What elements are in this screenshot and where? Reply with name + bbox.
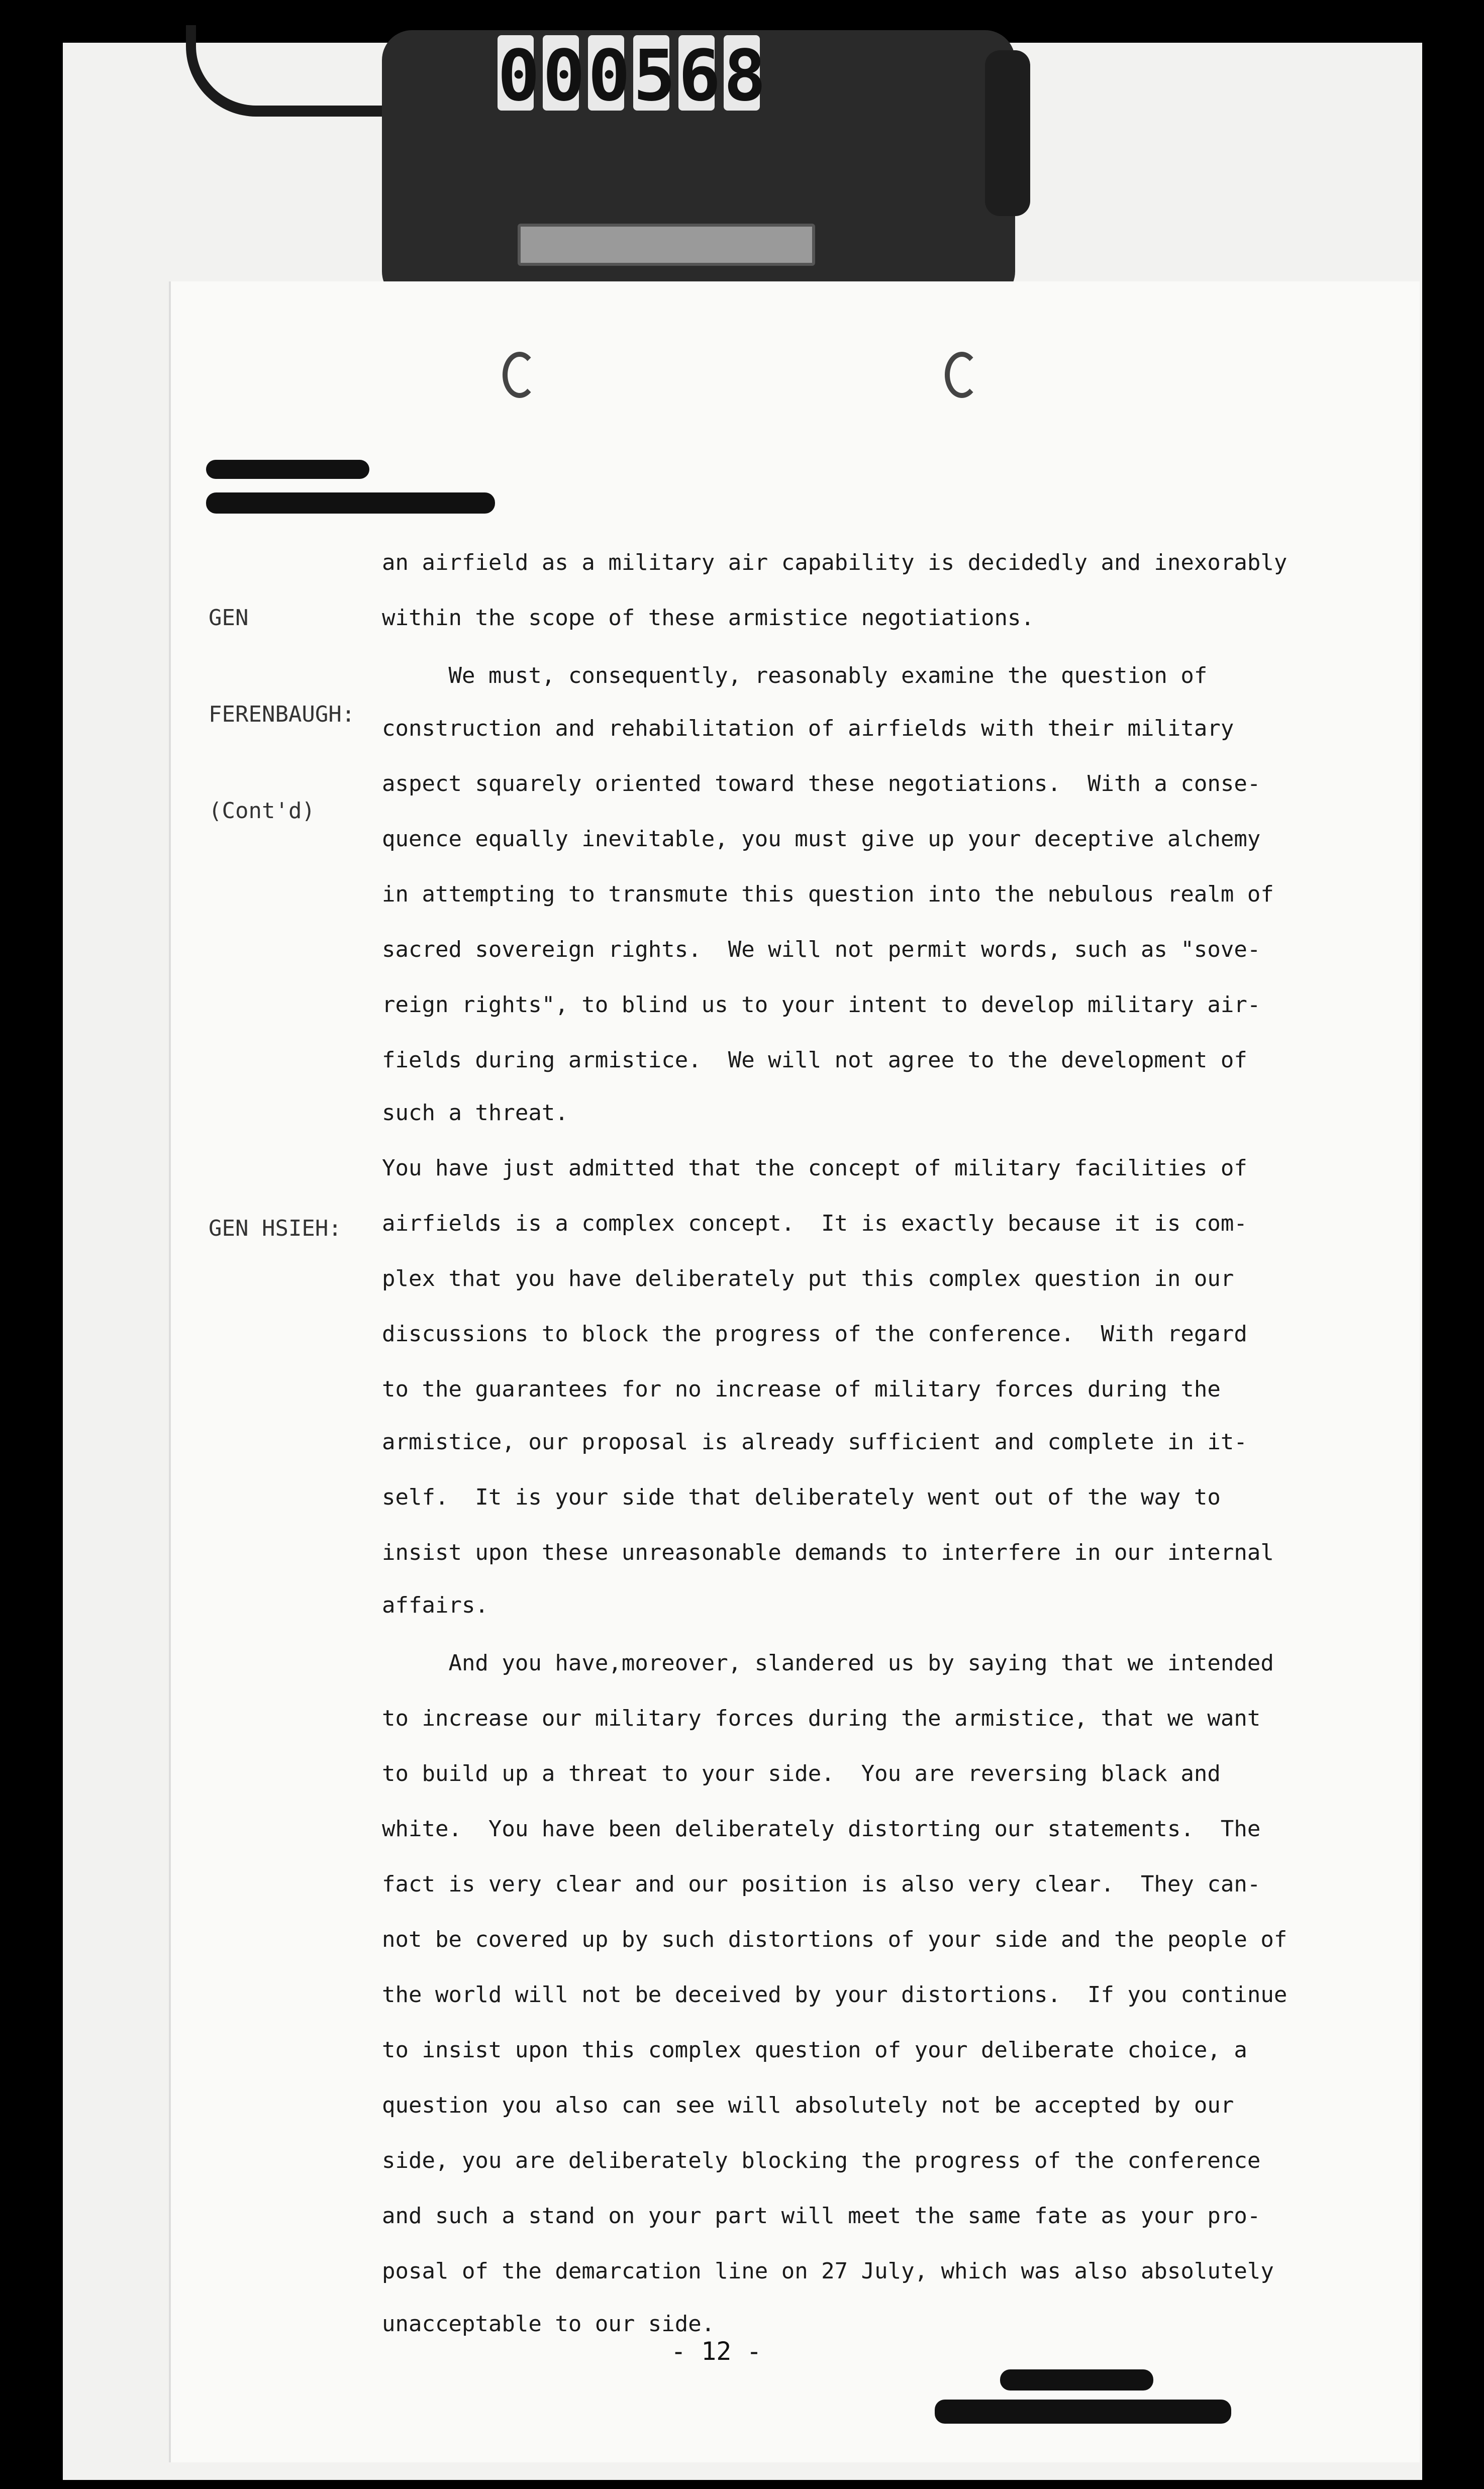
page-number: - 12 -	[671, 2337, 762, 2366]
text-line: such a threat.	[382, 1100, 568, 1126]
text-line: to insist upon this complex question of your deliberate choice, a	[382, 2037, 1247, 2063]
text-line: and such a stand on your part will meet the same fate as your pro-	[382, 2203, 1261, 2229]
counter-cable	[186, 25, 407, 117]
text-line: an airfield as a military air capability is decidedly and inexorably	[382, 550, 1288, 575]
text-line: to build up a threat to your side. You are reversing black and	[382, 1761, 1221, 1786]
text-line: We must, consequently, reasonably examine the question of	[382, 663, 1208, 688]
text-line: unacceptable to our side.	[382, 2311, 715, 2337]
text-line: within the scope of these armistice negotiations.	[382, 605, 1035, 631]
text-line: And you have,moreover, slandered us by saying that we intended	[382, 1650, 1274, 1676]
speaker-label-line: GEN HSIEH:	[209, 1216, 342, 1241]
counter-digit: 5	[633, 35, 676, 117]
redaction-mark	[206, 492, 495, 514]
counter-digit: 0	[543, 35, 585, 117]
punch-hole	[503, 352, 537, 398]
speaker-label-line: (Cont'd)	[209, 798, 315, 824]
text-line: affairs.	[382, 1592, 488, 1618]
speaker-label-ferenbaugh	[209, 538, 355, 859]
text-line: construction and rehabilitation of airfields with their military	[382, 716, 1234, 741]
frame-counter	[498, 35, 766, 117]
text-line: self. It is your side that deliberately went out of the way to	[382, 1484, 1221, 1510]
text-line: plex that you have deliberately put this complex question in our	[382, 1266, 1234, 1291]
text-line: discussions to block the progress of the conference. With regard	[382, 1321, 1247, 1347]
counter-digit: 0	[498, 35, 540, 117]
text-line: not be covered up by such distortions of your side and the people of	[382, 1927, 1288, 1952]
text-line: white. You have been deliberately distorting our statements. The	[382, 1816, 1261, 1842]
text-line: armistice, our proposal is already sufficient and complete in it-	[382, 1429, 1247, 1455]
counter-digit: 0	[588, 35, 631, 117]
speaker-label-line: GEN	[209, 605, 249, 631]
text-line: fact is very clear and our position is also very clear. They can-	[382, 1871, 1261, 1897]
text-line: insist upon these unreasonable demands to interfere in our internal	[382, 1540, 1274, 1565]
text-line: aspect squarely oriented toward these negotiations. With a conse-	[382, 771, 1261, 797]
text-line: quence equally inevitable, you must give up your deceptive alchemy	[382, 826, 1261, 852]
counter-knob	[985, 50, 1030, 216]
text-line: in attempting to transmute this question into the nebulous realm of	[382, 881, 1274, 907]
redaction-mark	[206, 460, 369, 479]
counter-digit: 8	[724, 35, 766, 117]
counter-plate	[518, 224, 815, 266]
text-line: reign rights", to blind us to your intent to develop military air-	[382, 992, 1261, 1018]
text-line: question you also can see will absolutely not be accepted by our	[382, 2093, 1234, 2118]
punch-hole	[945, 352, 979, 398]
text-line: posal of the demarcation line on 27 July, which was also absolutely	[382, 2258, 1274, 2284]
text-line: the world will not be deceived by your distortions. If you continue	[382, 1982, 1288, 2008]
redaction-mark	[1000, 2369, 1153, 2391]
text-line: side, you are deliberately blocking the progress of the conference	[382, 2148, 1261, 2173]
speaker-label-line: FERENBAUGH:	[209, 702, 355, 727]
text-line: You have just admitted that the concept of military facilities of	[382, 1155, 1247, 1181]
speaker-label-hsieh	[209, 1148, 342, 1277]
text-line: fields during armistice. We will not agree to the development of	[382, 1047, 1247, 1073]
text-line: sacred sovereign rights. We will not permit words, such as "sove-	[382, 937, 1261, 962]
text-line: to increase our military forces during the armistice, that we want	[382, 1706, 1261, 1731]
counter-digit: 6	[678, 35, 721, 117]
text-line: airfields is a complex concept. It is exactly because it is com-	[382, 1211, 1247, 1236]
text-line: to the guarantees for no increase of military forces during the	[382, 1376, 1221, 1402]
redaction-mark	[935, 2400, 1231, 2424]
